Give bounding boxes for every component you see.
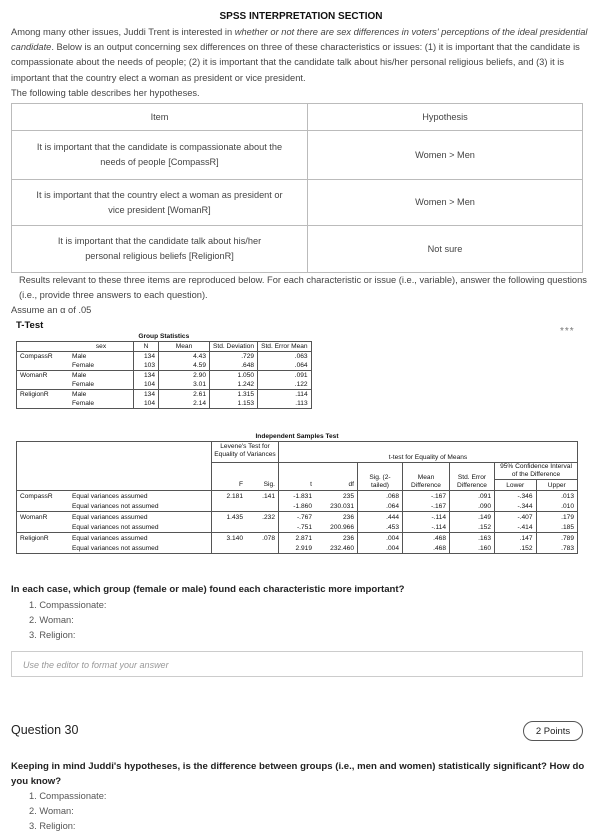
ist-row: Equal variances not assumed -.751 200.966 .453 -.114 .152 -.414 .185 bbox=[17, 522, 578, 533]
gs-row: ReligionR Male 134 2.61 1.315 .114 bbox=[17, 390, 312, 400]
independent-samples-test-table bbox=[16, 431, 578, 554]
list-item: 3. Religion: bbox=[29, 630, 76, 640]
list-item: 2. Woman: bbox=[29, 615, 74, 625]
gs-header bbox=[17, 342, 70, 352]
ist-col-header: t bbox=[310, 481, 312, 489]
gs-row: Female 104 2.14 1.153 .113 bbox=[17, 399, 312, 409]
hyp-item: It is important that the candidate is compassionate about the needs of people [CompassR] bbox=[12, 131, 308, 180]
question-30-items bbox=[29, 789, 107, 834]
intro-text bbox=[11, 25, 589, 101]
gs-header: Mean bbox=[159, 342, 210, 352]
ist-col-header: Upper bbox=[536, 480, 578, 491]
gs-header: sex bbox=[69, 342, 134, 352]
results-paragraph: Results relevant to these three items are reproduced below. For each characteristic or issue (i.e., variable), answer the following questions (i.e., provide three answers to each question). bbox=[19, 275, 587, 300]
hyp-header-item: Item bbox=[12, 104, 308, 131]
list-item: 2. Woman: bbox=[29, 806, 74, 816]
gs-row: CompassR Male 134 4.43 .729 .063 bbox=[17, 352, 312, 362]
question-30-label: Question 30 bbox=[11, 723, 79, 737]
intro-paragraph: Among many other issues, Juddi Trent is interested in whether or not there are sex differences in voters' perceptions of the ideal presidential candidate. Below is an output concerning sex differences on three of these characteristics or issues: (1) it is important that the candidate is compassionate about the needs of people; (2) it is important that the candidate talk about his/her personal religious beliefs, and (3) it is important that the country elect a woman as president or vice president. bbox=[11, 27, 588, 83]
gs-row: WomanR Male 134 2.90 1.050 .091 bbox=[17, 371, 312, 381]
hyp-item: It is important that the country elect a woman as president or vice president [WomanR] bbox=[12, 180, 308, 226]
ttest-heading: T-Test bbox=[16, 320, 44, 331]
hyp-value: Women > Men bbox=[308, 131, 583, 180]
section-title: SPSS INTERPRETATION SECTION bbox=[219, 11, 383, 22]
ist-col-header: Std. Error Difference bbox=[450, 463, 495, 491]
ist-col-header: df bbox=[315, 480, 358, 491]
question-29-prompt: In each case, which group (female or male) found each characteristic more important? bbox=[11, 584, 405, 595]
more-options-icon[interactable]: *** bbox=[560, 326, 575, 337]
ist-caption: Independent Samples Test bbox=[255, 432, 339, 440]
hyp-header-hypothesis: Hypothesis bbox=[308, 104, 583, 131]
ist-col-header: Sig. bbox=[246, 480, 279, 491]
hyp-value: Not sure bbox=[308, 226, 583, 273]
question-30-prompt: Keeping in mind Juddi's hypotheses, is the difference between groups (i.e., men and women) statistically significant? How do you know? bbox=[11, 761, 585, 787]
group-statistics-table bbox=[16, 332, 312, 409]
alpha-note: Assume an α of .05 bbox=[11, 305, 92, 315]
levene-header: Levene's Test for Equality of Variances bbox=[212, 442, 279, 463]
points-badge: 2 Points bbox=[523, 721, 583, 741]
ist-row: WomanR Equal variances assumed 1.435 .232 -.767 236 .444 -.114 .149 -.407 .179 bbox=[17, 512, 578, 523]
intro-table-note: The following table describes her hypotheses. bbox=[11, 87, 200, 98]
ist-row: CompassR Equal variances assumed 2.181 .141 -1.831 235 .068 -.167 .091 -.346 .013 bbox=[17, 491, 578, 502]
ist-row: Equal variances not assumed -1.860 230.031 .064 -.167 .090 -.344 .010 bbox=[17, 501, 578, 512]
ist-col-header: Sig. (2-tailed) bbox=[358, 463, 403, 491]
ist-row: Equal variances not assumed 2.919 232.460 .004 .468 .160 .152 .783 bbox=[17, 543, 578, 554]
ist-col-header: Lower bbox=[495, 480, 537, 491]
hyp-value: Women > Men bbox=[308, 180, 583, 226]
hyp-item: It is important that the candidate talk about his/her personal religious beliefs [ReligionR] bbox=[12, 226, 308, 273]
gs-header: Std. Error Mean bbox=[258, 342, 312, 352]
list-item: 1. Compassionate: bbox=[29, 600, 107, 610]
results-text bbox=[11, 273, 591, 318]
ci-header: 95% Confidence Interval of the Difference bbox=[495, 463, 578, 480]
hyp-row bbox=[12, 180, 583, 226]
ist-row: ReligionR Equal variances assumed 3.140 .078 2.871 236 .004 .468 .163 .147 .789 bbox=[17, 533, 578, 544]
gs-header: Std. Deviation bbox=[210, 342, 258, 352]
answer-editor[interactable]: Use the editor to format your answer bbox=[11, 651, 583, 677]
ist-col-header: F bbox=[238, 481, 243, 489]
gs-row: Female 104 3.01 1.242 .122 bbox=[17, 380, 312, 390]
gs-row: Female 103 4.59 .648 .064 bbox=[17, 361, 312, 371]
group-stats-caption: Group Statistics bbox=[138, 333, 190, 340]
list-item: 1. Compassionate: bbox=[29, 791, 107, 801]
hypotheses-table bbox=[11, 103, 583, 273]
hyp-row bbox=[12, 131, 583, 180]
ttest-header: t-test for Equality of Means bbox=[279, 452, 578, 463]
list-item: 3. Religion: bbox=[29, 821, 76, 831]
ist-col-header: Mean Difference bbox=[403, 463, 450, 491]
question-29-items bbox=[29, 598, 107, 643]
hyp-row bbox=[12, 226, 583, 273]
gs-header: N bbox=[134, 342, 159, 352]
